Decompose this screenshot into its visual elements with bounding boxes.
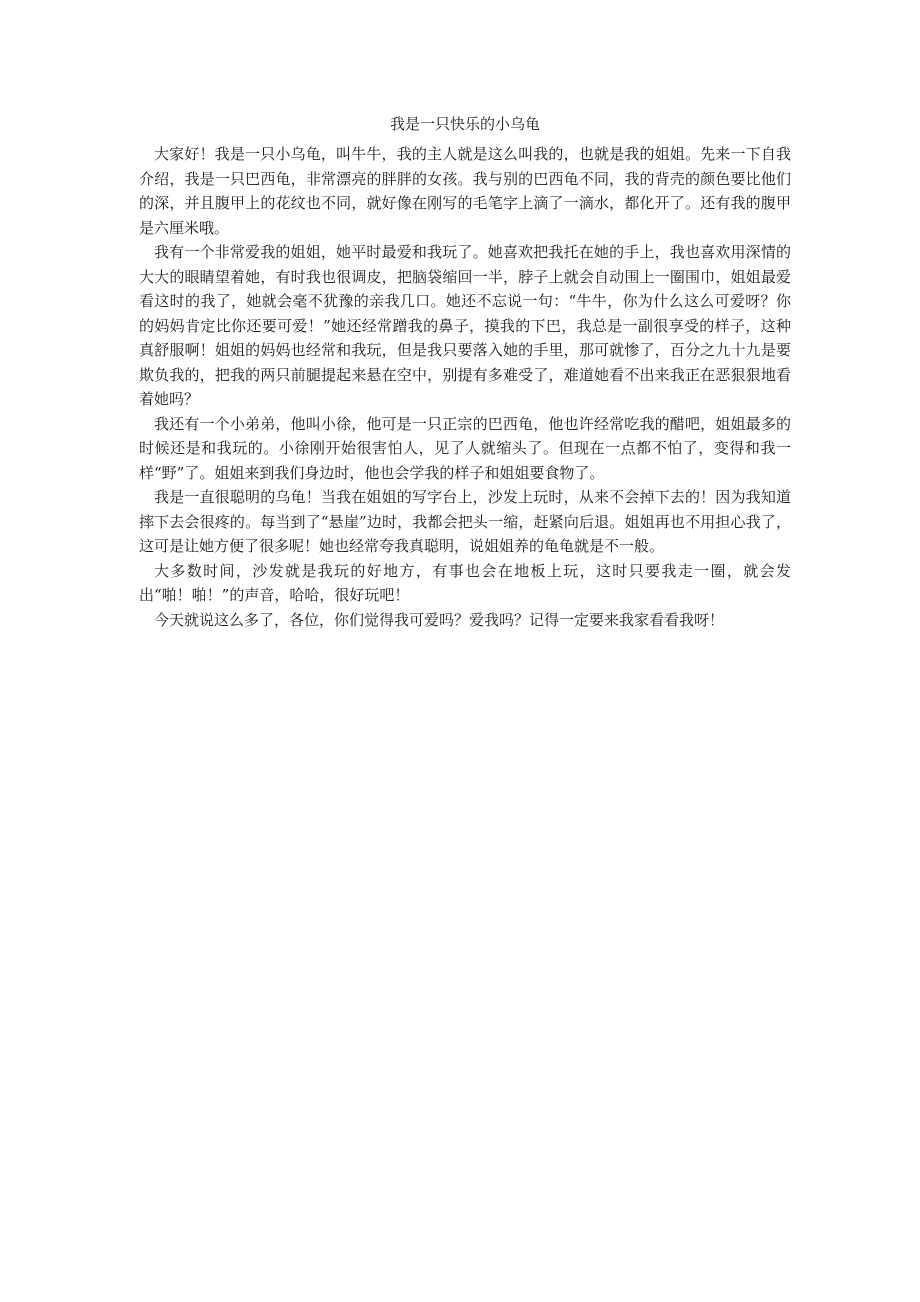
paragraph-3: 我还有一个小弟弟，他叫小徐，他可是一只正宗的巴西龟，他也许经常吃我的醋吧，姐姐最多的时候还是和我玩的。小徐刚开始很害怕人，见了人就缩头了。但现在一点都不怕了，变得和我一样“野”了。姐姐来到我们身边时，他也会学我的样子和姐姐要食物了。 bbox=[139, 414, 791, 482]
paragraph-4: 我是一直很聪明的乌龟！当我在姐姐的写字台上，沙发上玩时，从来不会掉下去的！因为我知道摔下去会很疼的。每当到了“悬崖”边时，我都会把头一缩，赶紧向后退。姐姐再也不用担心我了，这可是让她方便了很多呢！她也经常夸我真聪明，说姐姐养的龟龟就是不一般。 bbox=[139, 488, 791, 555]
paragraph-1: 大家好！我是一只小乌龟，叫牛牛，我的主人就是这么叫我的，也就是我的姐姐。先来一下自我介绍，我是一只巴西龟，非常漂亮的胖胖的女孩。我与别的巴西龟不同，我的背壳的颜色要比他们的深，并且腹甲上的花纹也不同，就好像在刚写的毛笔字上滴了一滴水，都化开了。还有我的腹甲是六厘米哦。 bbox=[139, 145, 791, 237]
paragraph-2: 我有一个非常爱我的姐姐，她平时最爱和我玩了。她喜欢把我托在她的手上，我也喜欢用深情的大大的眼睛望着她，有时我也很调皮，把脑袋缩回一半，脖子上就会自动围上一圈围巾，姐姐最爱看这时的我了，她就会毫不犹豫的亲我几口。她还不忘说一句：“牛牛，你为什么这么可爱呀？你的妈妈肯定比你还要可爱！”她还经常蹭我的鼻子，摸我的下巴，我总是一副很享受的样子，这种真舒服啊！姐姐的妈妈也经常和我玩，但是我只要落入她的手里，那可就惨了，百分之九十九是要欺负我的，把我的两只前腿提起来悬在空中，别提有多难受了，难道她看不出来我正在恶狠狠地看着她吗？ bbox=[139, 243, 791, 408]
paragraph-6: 今天就说这么多了，各位，你们觉得我可爱吗？爱我吗？记得一定要来我家看看我呀！ bbox=[154, 610, 725, 629]
document-page bbox=[139, 112, 791, 632]
document-title: 我是一只快乐的小乌龟 bbox=[389, 115, 540, 133]
paragraph-5: 大多数时间，沙发就是我玩的好地方，有事也会在地板上玩，这时只要我走一圈，就会发出“啪！啪！”的声音，哈哈，很好玩吧！ bbox=[139, 561, 791, 604]
